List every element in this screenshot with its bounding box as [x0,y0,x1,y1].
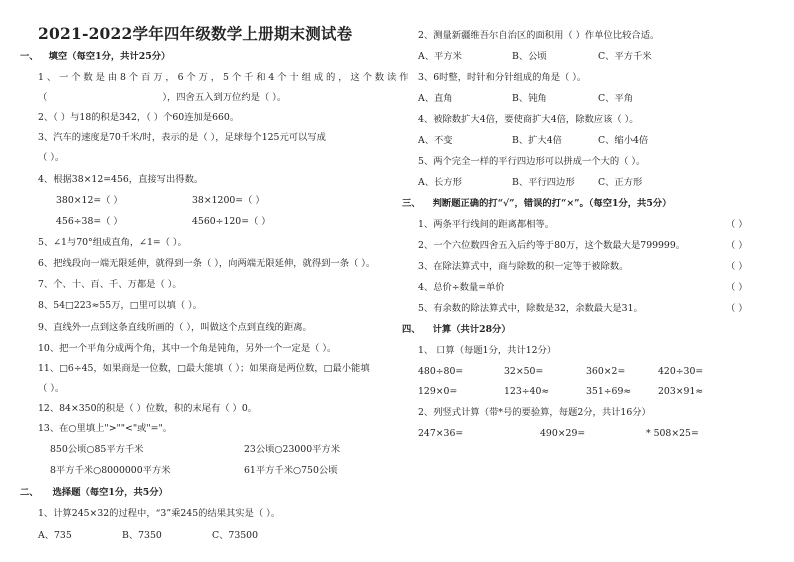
question-11-cont: （ ）。 [38,383,65,394]
choice-option: B、7350 [122,530,162,541]
choice-option: A、不变 [418,135,453,146]
compute-1: 1、 口算（每题1分，共计12分） [418,345,557,356]
judge-mark: （ ） [726,303,748,314]
section-title: 计算（共计28分） [432,324,511,335]
choice-1: 1、计算245×32的过程中，“3”乘245的结果其实是（ ）。 [38,508,281,519]
section-heading-judge [402,198,671,210]
q4-item: 456÷38=（ ） [56,216,123,227]
mental-calc: 123÷40≈ [504,386,550,397]
blank-open: （ [38,92,48,103]
judge-item: 3、在除法算式中，商与除数的积一定等于被除数。 [418,261,629,272]
choice-option: C、正方形 [598,177,643,188]
section-number: 一、 [20,51,39,62]
choice-option: A、长方形 [418,177,462,188]
choice-option: B、钝角 [512,93,547,104]
section-heading-compute [402,324,511,336]
question-4: 4、根据38×12=456，直接写出得数。 [38,174,204,185]
mental-calc: 32×50= [504,366,544,377]
choice-option: B、公顷 [512,51,547,62]
mental-calc: 360×2= [586,366,626,377]
question-9: 9、直线外一点到这条直线所画的（ ），叫做这个点到直线的距离。 [38,322,312,333]
section-number: 二、 [20,487,39,498]
q13-item: 850公顷○85平方千米 [50,444,144,455]
vertical-calc: 247×36= [418,428,464,439]
q4-item: 380×12=（ ） [56,195,123,206]
question-12: 12、84×350的积是（ ）位数，积的末尾有（ ）0。 [38,403,258,414]
question-1-cont [38,92,286,104]
choice-option: A、直角 [418,93,453,104]
choice-option: A、平方米 [418,51,462,62]
mental-calc: 203×91≈ [658,386,704,397]
vertical-calc: 490×29= [540,428,586,439]
mental-calc: 129×0= [418,386,458,397]
question-3-cont: （ ）。 [38,152,65,163]
choice-option: C、平方千米 [598,51,652,62]
question-1: 1、一个数是由8个百万，6个万，5个千和4个十组成的，这个数读作 [38,72,412,83]
vertical-calc: * 508×25= [646,428,699,439]
judge-item: 4、总价÷数量=单价 [418,282,505,293]
section-heading-choice [20,487,168,499]
q13-item: 61平方千米○750公顷 [244,465,338,476]
page-title: 2021-2022学年四年级数学上册期末测试卷 [38,24,353,43]
choice-option: C、缩小4倍 [598,135,649,146]
question-5: 5、∠1与70°组成直角，∠1=（ ）。 [38,237,187,248]
section-heading-fill-blanks [20,51,170,63]
question-8: 8、54□223≈55万，□里可以填（ ）。 [38,300,202,311]
judge-mark: （ ） [726,282,748,293]
section-title: 判断题正确的打“√”，错误的打“×”。（每空1分，共5分） [432,198,672,209]
choice-5: 5、两个完全一样的平行四边形可以拼成一个大的（ ）。 [418,156,646,167]
mental-calc: 420÷30= [658,366,704,377]
section-number: 三、 [402,198,421,209]
choice-option: C、平角 [598,93,634,104]
judge-item: 2、一个六位数四舍五入后约等于80万，这个数最大是799999。 [418,240,686,251]
choice-4: 4、被除数扩大4倍，要使商扩大4倍，除数应该（ ）。 [418,114,639,125]
choice-option: A、735 [38,530,72,541]
judge-mark: （ ） [726,219,748,230]
mental-calc: 351÷69≈ [586,386,632,397]
compute-2: 2、列竖式计算（带*号的要验算，每题2分，共计16分） [418,407,651,418]
question-13: 13、在○里填上">""<"或"="。 [38,423,173,434]
q4-item: 4560÷120=（ ） [192,216,271,227]
mental-calc: 480÷80= [418,366,464,377]
choice-2: 2、测量新疆维吾尔自治区的面积用（ ）作单位比较合适。 [418,30,660,41]
choice-option: C、73500 [212,530,258,541]
judge-mark: （ ） [726,261,748,272]
question-7: 7、个、十、百、千、万都是（ ）。 [38,279,182,290]
section-number: 四、 [402,324,421,335]
judge-item: 1、两条平行线间的距离都相等。 [418,219,555,230]
judge-mark: （ ） [726,240,748,251]
section-title: 填空（每空1分，共计25分） [48,51,171,62]
question-3: 3、汽车的速度是70千米/时，表示的是（ ），足球每个125元可以写成 [38,132,326,143]
q4-item: 38×1200=（ ） [192,195,265,206]
section-title: 选择题（每空1分，共5分） [52,487,168,498]
choice-option: B、平行四边形 [512,177,575,188]
blank-rest: ），四舍五入到万位约是（ ）。 [162,92,287,103]
question-2: 2、（ ）与18的积是342，（ ）个60连加是660。 [38,112,240,123]
choice-3: 3、6时整，时针和分针组成的角是（ ）。 [418,72,587,83]
choice-option: B、扩大4倍 [512,135,562,146]
q13-item: 23公顷○23000平方米 [244,444,341,455]
judge-item: 5、有余数的除法算式中，除数是32，余数最大是31。 [418,303,643,314]
q13-item: 8平方千米○8000000平方米 [50,465,171,476]
question-6: 6、把线段向一端无限延伸，就得到一条（ ），向两端无限延伸，就得到一条（ ）。 [38,258,376,269]
question-10: 10、把一个平角分成两个角，其中一个角是钝角，另外一个一定是（ ）。 [38,343,337,354]
question-11: 11、□6÷45，如果商是一位数，□最大能填（ ）；如果商是两位数，□最小能填 [38,363,370,374]
